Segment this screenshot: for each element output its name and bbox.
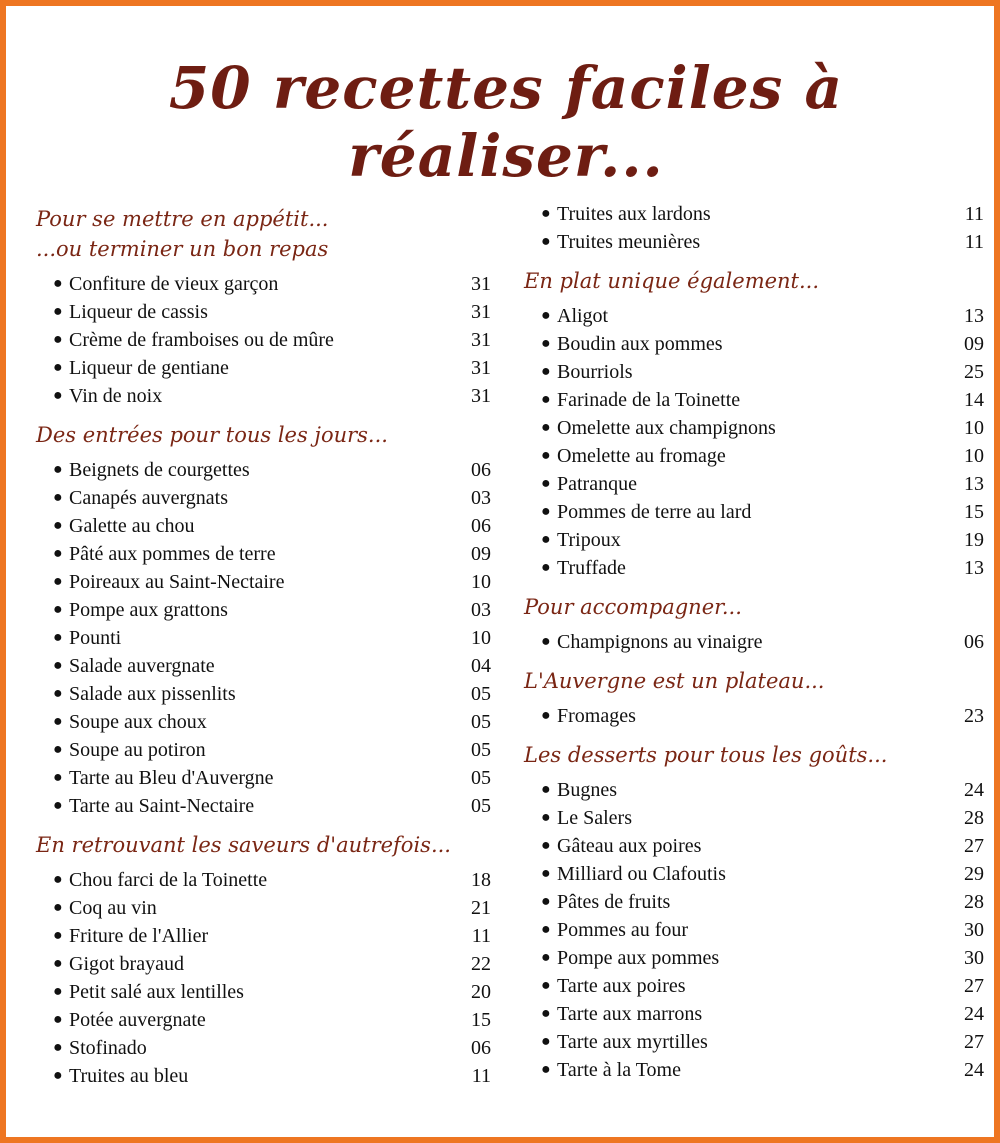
bullet-icon: ●	[541, 977, 551, 994]
bullet-icon: ●	[541, 1005, 551, 1022]
recipe-item	[36, 736, 491, 764]
recipe-name: Bourriols	[557, 361, 633, 383]
page-number: 05	[471, 767, 491, 789]
bullet-icon: ●	[53, 517, 63, 534]
page-number: 06	[964, 631, 984, 653]
page-number: 15	[964, 501, 984, 523]
page-number: 28	[964, 891, 984, 913]
page-number: 05	[471, 711, 491, 733]
recipe-item	[36, 680, 491, 708]
recipe-item	[36, 764, 491, 792]
page-number: 05	[471, 795, 491, 817]
recipe-name: Bugnes	[557, 779, 617, 801]
bullet-icon: ●	[541, 781, 551, 798]
recipe-item	[524, 832, 984, 860]
bullet-icon: ●	[53, 545, 63, 562]
bullet-icon: ●	[53, 1039, 63, 1056]
recipe-name: Tarte aux poires	[557, 975, 686, 997]
page-number: 05	[471, 683, 491, 705]
bullet-icon: ●	[541, 809, 551, 826]
page-number: 11	[471, 1065, 491, 1087]
recipe-name: Tarte à la Tome	[557, 1059, 681, 1081]
recipe-item	[524, 702, 984, 730]
recipe-name: Petit salé aux lentilles	[69, 981, 244, 1003]
page-number: 10	[964, 445, 984, 467]
recipe-name: Pâté aux pommes de terre	[69, 543, 276, 565]
recipe-item	[524, 944, 984, 972]
bullet-icon: ●	[541, 707, 551, 724]
page-number: 24	[964, 779, 984, 801]
bullet-icon: ●	[541, 475, 551, 492]
bullet-icon: ●	[53, 927, 63, 944]
bullet-icon: ●	[53, 359, 63, 376]
page-number: 24	[964, 1003, 984, 1025]
bullet-icon: ●	[541, 633, 551, 650]
recipe-name: Aligot	[557, 305, 609, 327]
bullet-icon: ●	[53, 955, 63, 972]
page-number: 19	[964, 529, 984, 551]
bullet-icon: ●	[541, 391, 551, 408]
recipe-name: Beignets de courgettes	[69, 459, 250, 481]
recipe-name: Tarte au Bleu d'Auvergne	[69, 767, 274, 789]
recipe-item	[36, 456, 491, 484]
page-number: 20	[471, 981, 491, 1003]
section-title: Pour accompagner...	[524, 595, 742, 619]
bullet-icon: ●	[53, 1011, 63, 1028]
bullet-icon: ●	[541, 1061, 551, 1078]
recipe-item	[524, 554, 984, 582]
recipe-name: Coq au vin	[69, 897, 157, 919]
recipe-item	[524, 302, 984, 330]
bullet-icon: ●	[53, 871, 63, 888]
recipe-name: Chou farci de la Toinette	[69, 869, 268, 891]
recipe-name: Omelette aux champignons	[557, 417, 776, 439]
recipe-item	[524, 358, 984, 386]
page-number: 31	[471, 329, 491, 351]
recipe-item	[36, 512, 491, 540]
page-number: 31	[471, 385, 491, 407]
bullet-icon: ●	[53, 461, 63, 478]
recipe-item	[36, 792, 491, 820]
recipe-name: Pounti	[69, 627, 122, 649]
recipe-item	[36, 270, 491, 298]
recipe-name: Truites meunières	[557, 231, 701, 253]
bullet-icon: ●	[53, 489, 63, 506]
bullet-icon: ●	[53, 303, 63, 320]
bullet-icon: ●	[53, 741, 63, 758]
bullet-icon: ●	[53, 797, 63, 814]
bullet-icon: ●	[541, 419, 551, 436]
page-number: 06	[471, 515, 491, 537]
page-number: 25	[964, 361, 984, 383]
recipe-name: Vin de noix	[69, 385, 163, 407]
recipe-item	[36, 1006, 491, 1034]
recipe-item	[36, 866, 491, 894]
recipe-item	[36, 708, 491, 736]
bullet-icon: ●	[53, 983, 63, 1000]
bullet-icon: ●	[541, 233, 551, 250]
recipe-item	[524, 860, 984, 888]
page-number: 10	[471, 627, 491, 649]
recipe-name: Omelette au fromage	[557, 445, 726, 467]
page-number: 13	[964, 305, 984, 327]
bullet-icon: ●	[541, 503, 551, 520]
recipe-item	[36, 354, 491, 382]
recipe-name: Truites aux lardons	[557, 203, 711, 225]
recipe-item	[36, 540, 491, 568]
bullet-icon: ●	[53, 1067, 63, 1084]
recipe-name: Poireaux au Saint-Nectaire	[69, 571, 285, 593]
section-title: En retrouvant les saveurs d'autrefois...	[36, 833, 451, 857]
bullet-icon: ●	[53, 713, 63, 730]
bullet-icon: ●	[541, 307, 551, 324]
section-title: L'Auvergne est un plateau...	[524, 669, 825, 693]
recipe-name: Crème de framboises ou de mûre	[69, 329, 334, 351]
recipe-name: Tarte aux myrtilles	[557, 1031, 708, 1053]
recipe-name: Boudin aux pommes	[557, 333, 723, 355]
page-number: 11	[964, 203, 984, 225]
recipe-name: Friture de l'Allier	[69, 925, 209, 947]
page-number: 27	[964, 1031, 984, 1053]
recipe-name: Farinade de la Toinette	[557, 389, 741, 411]
recipe-item	[36, 922, 491, 950]
bullet-icon: ●	[53, 769, 63, 786]
page-number: 31	[471, 273, 491, 295]
recipe-item	[524, 888, 984, 916]
page-number: 31	[471, 357, 491, 379]
page-number: 23	[964, 705, 984, 727]
page-number: 11	[964, 231, 984, 253]
recipe-name: Soupe aux choux	[69, 711, 207, 733]
recipe-name: Truites au bleu	[69, 1065, 189, 1087]
recipe-item	[36, 652, 491, 680]
recipe-name: Le Salers	[557, 807, 632, 829]
bullet-icon: ●	[53, 275, 63, 292]
bullet-icon: ●	[541, 865, 551, 882]
section-title: En plat unique également...	[524, 269, 820, 293]
recipe-item	[524, 628, 984, 656]
page-number: 27	[964, 835, 984, 857]
recipe-name: Salade auvergnate	[69, 655, 215, 677]
recipe-name: Pâtes de fruits	[557, 891, 671, 913]
recipe-item	[524, 776, 984, 804]
recipe-item	[524, 916, 984, 944]
bullet-icon: ●	[541, 893, 551, 910]
recipe-item	[524, 200, 984, 228]
recipe-item	[36, 1062, 491, 1090]
recipe-name: Confiture de vieux garçon	[69, 273, 279, 295]
recipe-item	[36, 326, 491, 354]
recipe-name: Galette au chou	[69, 515, 195, 537]
page-number: 04	[471, 655, 491, 677]
recipe-item	[36, 624, 491, 652]
page-number: 10	[471, 571, 491, 593]
bullet-icon: ●	[541, 447, 551, 464]
page-number: 22	[471, 953, 491, 975]
recipe-name: Canapés auvergnats	[69, 487, 229, 509]
page-number: 03	[471, 487, 491, 509]
bullet-icon: ●	[53, 331, 63, 348]
recipe-item	[524, 1000, 984, 1028]
recipe-item	[36, 596, 491, 624]
recipe-item	[524, 414, 984, 442]
recipe-item	[524, 228, 984, 256]
bullet-icon: ●	[53, 657, 63, 674]
recipe-name: Truffade	[557, 557, 626, 579]
page-number: 13	[964, 557, 984, 579]
section-title: Des entrées pour tous les jours...	[36, 423, 388, 447]
page-number: 14	[964, 389, 984, 411]
page-number: 18	[471, 869, 491, 891]
page-number: 09	[964, 333, 984, 355]
recipe-name: Milliard ou Clafoutis	[557, 863, 726, 885]
bullet-icon: ●	[541, 205, 551, 222]
bullet-icon: ●	[53, 601, 63, 618]
bullet-icon: ●	[53, 629, 63, 646]
recipe-name: Tarte aux marrons	[557, 1003, 703, 1025]
bullet-icon: ●	[541, 837, 551, 854]
page-number: 03	[471, 599, 491, 621]
section-title: Pour se mettre en appétit...	[36, 207, 329, 231]
bullet-icon: ●	[53, 899, 63, 916]
recipe-item	[36, 1034, 491, 1062]
recipe-item	[524, 442, 984, 470]
bullet-icon: ●	[53, 685, 63, 702]
page-number: 11	[471, 925, 491, 947]
bullet-icon: ●	[541, 335, 551, 352]
page-number: 05	[471, 739, 491, 761]
page-number: 10	[964, 417, 984, 439]
bullet-icon: ●	[541, 531, 551, 548]
recipe-item	[36, 298, 491, 326]
page-number: 13	[964, 473, 984, 495]
recipe-item	[36, 978, 491, 1006]
recipe-name: Gâteau aux poires	[557, 835, 702, 857]
recipe-name: Potée auvergnate	[69, 1009, 206, 1031]
recipe-name: Pommes de terre au lard	[557, 501, 752, 523]
recipe-name: Salade aux pissenlits	[69, 683, 236, 705]
recipe-item	[524, 498, 984, 526]
recipe-name: Tarte au Saint-Nectaire	[69, 795, 255, 817]
recipe-name: Champignons au vinaigre	[557, 631, 763, 653]
recipe-name: Liqueur de gentiane	[69, 357, 229, 379]
recipe-name: Stofinado	[69, 1037, 147, 1059]
recipe-name: Liqueur de cassis	[69, 301, 208, 323]
page-number: 06	[471, 459, 491, 481]
page-number: 29	[964, 863, 984, 885]
recipe-name: Patranque	[557, 473, 637, 495]
recipe-name: Pompe aux pommes	[557, 947, 720, 969]
recipe-name: Soupe au potiron	[69, 739, 206, 761]
section-title: ...ou terminer un bon repas	[36, 237, 329, 261]
page-number: 30	[964, 919, 984, 941]
recipe-item	[524, 386, 984, 414]
recipe-item	[524, 804, 984, 832]
bullet-icon: ●	[541, 1033, 551, 1050]
recipe-item	[36, 484, 491, 512]
bullet-icon: ●	[541, 921, 551, 938]
recipe-item	[36, 568, 491, 596]
page-number: 24	[964, 1059, 984, 1081]
recipe-item	[524, 972, 984, 1000]
recipe-name: Tripoux	[557, 529, 621, 551]
page-number: 21	[471, 897, 491, 919]
recipe-item	[524, 1056, 984, 1084]
page-number: 27	[964, 975, 984, 997]
recipe-name: Fromages	[557, 705, 636, 727]
recipe-item	[524, 470, 984, 498]
recipe-name: Pompe aux grattons	[69, 599, 228, 621]
page-number: 09	[471, 543, 491, 565]
recipe-item	[36, 382, 491, 410]
page-title: 50 recettes faciles à réaliser...	[168, 54, 844, 190]
recipe-item	[524, 526, 984, 554]
bullet-icon: ●	[541, 559, 551, 576]
recipe-item	[524, 330, 984, 358]
bullet-icon: ●	[541, 363, 551, 380]
bullet-icon: ●	[53, 387, 63, 404]
page-number: 06	[471, 1037, 491, 1059]
recipe-name: Pommes au four	[557, 919, 689, 941]
page-number: 30	[964, 947, 984, 969]
page-number: 31	[471, 301, 491, 323]
section-title: Les desserts pour tous les goûts...	[524, 743, 888, 767]
recipe-item	[524, 1028, 984, 1056]
recipe-name: Gigot brayaud	[69, 953, 184, 975]
page-number: 28	[964, 807, 984, 829]
recipe-item	[36, 950, 491, 978]
page-number: 15	[471, 1009, 491, 1031]
recipe-item	[36, 894, 491, 922]
bullet-icon: ●	[541, 949, 551, 966]
bullet-icon: ●	[53, 573, 63, 590]
